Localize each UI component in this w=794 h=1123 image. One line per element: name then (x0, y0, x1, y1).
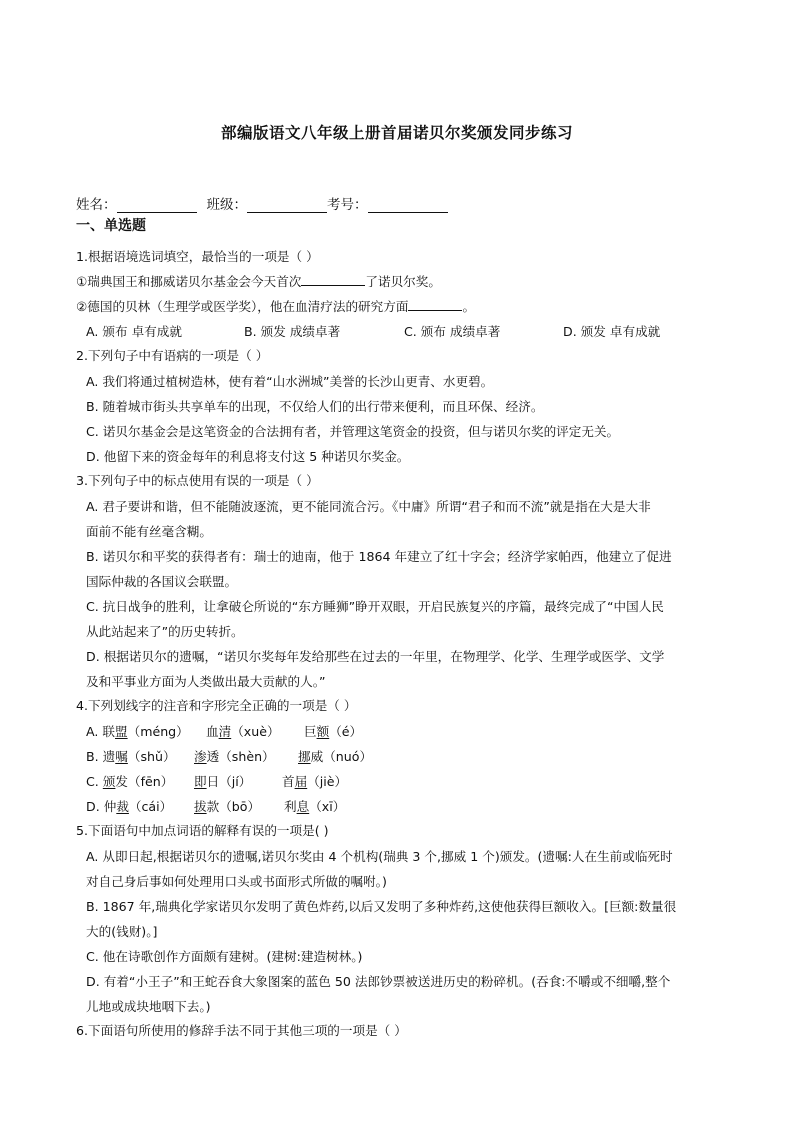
question-2-option-d[interactable]: D. 他留下来的资金每年的利息将支付这 5 种诺贝尔奖金。 (86, 449, 410, 464)
class-label: 班级： (206, 197, 247, 213)
underlined-char: 清 (218, 724, 232, 739)
class-blank[interactable] (247, 198, 327, 213)
fill-blank (408, 298, 462, 311)
student-info-row (76, 193, 448, 213)
underlined-char: 嘱 (115, 749, 128, 764)
question-1-sentence-1: ①瑞典国王和挪威诺贝尔基金会今天首次 了诺贝尔奖。 (76, 274, 441, 289)
question-5-option-b-cont: 大的(钱财)。] (86, 924, 158, 939)
question-5-stem: 5.下面语句中加点词语的解释有误的一项是( ) (76, 823, 329, 838)
question-5-option-c[interactable]: C. 他在诗歌创作方面颇有建树。(建树:建造树林。) (86, 949, 363, 964)
question-5-option-a-cont: 对自己身后事如何处理用口头或书面形式所做的嘱咐。) (86, 874, 387, 889)
underlined-char: 颁 (102, 774, 116, 789)
underlined-char: 裁 (116, 799, 129, 814)
question-3-option-d[interactable]: D. 根据诺贝尔的遗嘱，“诺贝尔奖每年发给那些在过去的一年里，在物理学、化学、生理学或医学、文学 (86, 649, 665, 664)
underlined-char: 额 (316, 724, 330, 739)
option-d[interactable]: D. 颁发 卓有成就 (563, 324, 661, 339)
question-3-option-c[interactable]: C. 抗日战争的胜利，让拿破仑所说的“东方睡狮”睁开双眼，开启民族复兴的序篇，最终完成了“中国人民 (86, 599, 664, 614)
page-title: 部编版语文八年级上册首届诺贝尔奖颁发同步练习 (220, 124, 573, 142)
option-a[interactable]: A. 颁布 卓有成就 (86, 324, 182, 339)
question-3-stem: 3.下列句子中的标点使用有误的一项是（ ） (76, 473, 319, 488)
option-c[interactable]: C. 颁布 成绩卓著 (404, 324, 501, 339)
underlined-char: 渗 (194, 749, 207, 764)
question-1-options (86, 324, 706, 340)
question-1-sentence-2: ②德国的贝林（生理学或医学奖），他在血清疗法的研究方面 。 (76, 299, 476, 314)
underlined-char: 拔 (194, 799, 207, 814)
name-blank[interactable] (117, 198, 197, 213)
question-4-option-c[interactable]: C. 颁发（fēn） 即日（jí） 首届（jiè） (86, 774, 348, 789)
question-3-option-b[interactable]: B. 诺贝尔和平奖的获得者有：瑞士的迪南，他于 1864 年建立了红十字会；经济学家帕西，他建立了促进 (86, 549, 672, 564)
underlined-char: 届 (294, 774, 308, 789)
question-3-option-a[interactable]: A. 君子要讲和谐，但不能随波逐流，更不能同流合污。《中庸》所谓“君子和而不流”就是指在大是大非 (86, 499, 651, 514)
fill-blank (301, 273, 365, 286)
section-heading-single-choice: 一、单选题 (76, 218, 146, 234)
question-6-stem: 6.下面语句所使用的修辞手法不同于其他三项的一项是（ ） (76, 1023, 407, 1038)
question-5-option-a[interactable]: A. 从即日起,根据诺贝尔的遗嘱,诺贝尔奖由 4 个机构(瑞典 3 个,挪威 1 个)颁发。(遗嘱:人在生前或临死时 (86, 849, 673, 864)
question-1-stem: 1.根据语境选词填空，最恰当的一项是（ ） (76, 249, 319, 264)
question-2-option-c[interactable]: C. 诺贝尔基金会是这笔资金的合法拥有者，并管理这笔资金的投资，但与诺贝尔奖的评定无关。 (86, 424, 620, 439)
underlined-char: 盟 (115, 724, 128, 739)
question-3-option-c-cont: 从此站起来了”的历史转折。 (86, 624, 244, 639)
question-3-option-d-cont: 及和平事业方面为人类做出最大贡献的人。” (86, 674, 326, 689)
question-4-option-b[interactable]: B. 遗嘱（shǔ） 渗透（shèn） 挪威（nuó） (86, 749, 373, 764)
question-5-option-d[interactable]: D. 有着“小王子”和王蛇吞食大象图案的蓝色 50 法郎钞票被送进历史的粉碎机。(吞食:不嚼或不细嚼,整个 (86, 974, 671, 989)
underlined-char: 息 (296, 799, 310, 814)
question-4-stem: 4.下列划线字的注音和字形完全正确的一项是（ ） (76, 698, 357, 713)
question-4-option-d[interactable]: D. 仲裁（cái） 拔款（bō） 利息（xī） (86, 799, 346, 814)
option-b[interactable]: B. 颁发 成绩卓著 (244, 324, 341, 339)
question-5-option-d-cont: 儿地或成块地咽下去。) (86, 999, 211, 1014)
question-5-option-b[interactable]: B. 1867 年,瑞典化学家诺贝尔发明了黄色炸药,以后又发明了多种炸药,这使他获得巨额收入。[巨额:数量很 (86, 899, 677, 914)
question-4-option-a[interactable]: A. 联盟（méng） 血清（xuè） 巨额（é） (86, 724, 363, 739)
name-label: 姓名： (76, 197, 117, 213)
question-3-option-a-cont: 面前不能有丝毫含糊。 (86, 524, 212, 539)
question-2-option-b[interactable]: B. 随着城市街头共享单车的出现，不仅给人们的出行带来便利，而且环保、经济。 (86, 399, 544, 414)
exam-number-label: 考号： (327, 197, 368, 213)
exam-number-blank[interactable] (368, 198, 448, 213)
underlined-char: 挪 (298, 749, 311, 764)
question-3-option-b-cont: 国际仲裁的各国议会联盟。 (86, 574, 238, 589)
question-2-stem: 2.下列句子中有语病的一项是（ ） (76, 348, 269, 363)
underlined-char: 即 (194, 774, 207, 789)
question-2-option-a[interactable]: A. 我们将通过植树造林，使有着“山水洲城”美誉的长沙山更青、水更碧。 (86, 374, 494, 389)
